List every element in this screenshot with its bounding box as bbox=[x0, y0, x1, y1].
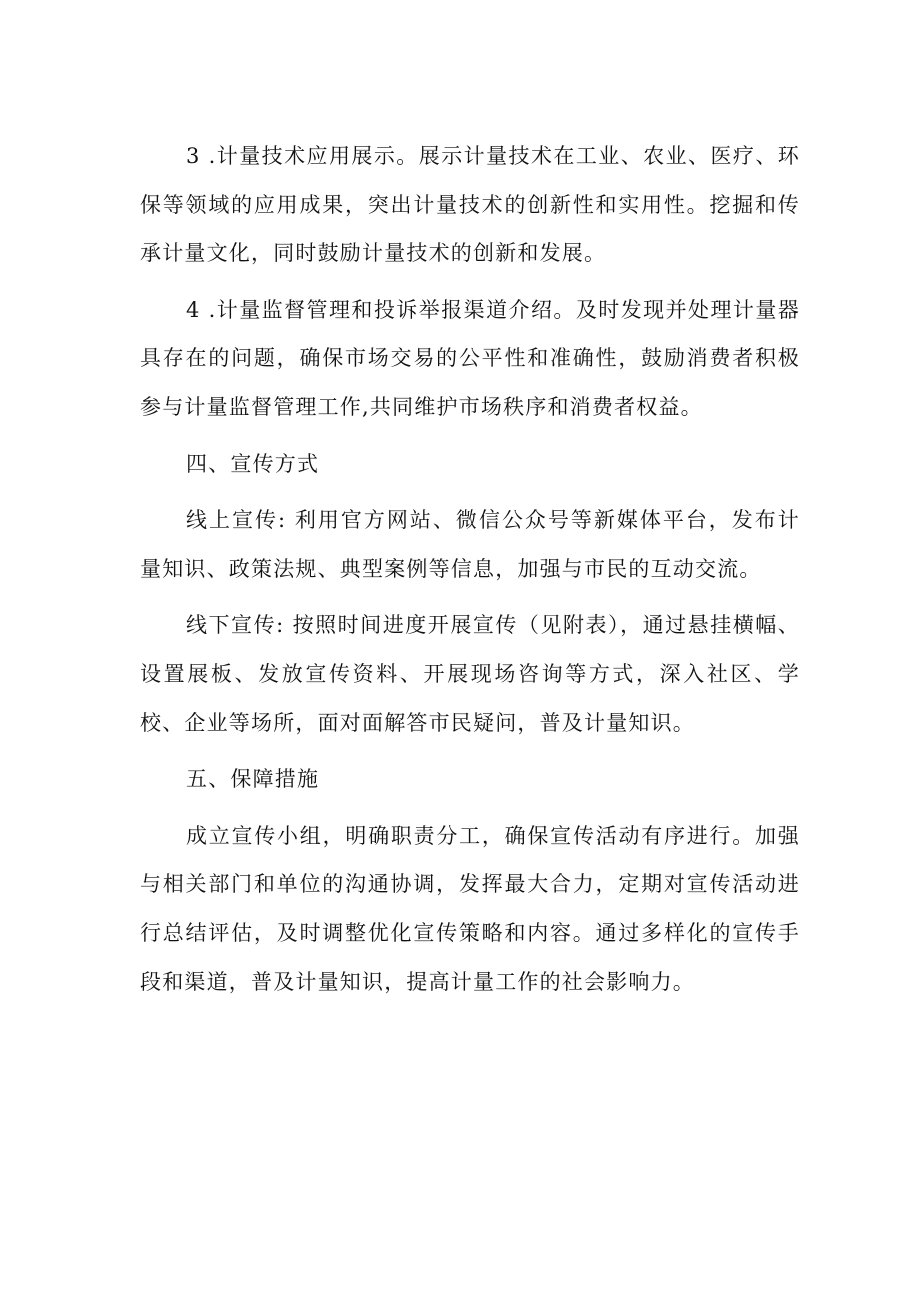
section-heading-publicity-methods: 四、宣传方式 bbox=[186, 451, 320, 476]
paragraph-item-4-supervision-channels: 4 .计量监督管理和投诉举报渠道介绍。及时发现并处理计量器具存在的问题，确保市场交易的公平性和准确性，鼓励消费者积极参与计量监督管理工作,共同维护市场秩序和消费者权益。 bbox=[140, 297, 800, 419]
paragraph-online-publicity: 线上宣传: 利用官方网站、微信公众号等新媒体平台，发布计量知识、政策法规、典型案例等信息，加强与市民的互动交流。 bbox=[140, 508, 800, 581]
document-body bbox=[140, 132, 800, 1014]
paragraph-item-3-tech-showcase: 3 .计量技术应用展示。展示计量技术在工业、农业、医疗、环保等领域的应用成果，突出计量技术的创新性和实用性。挖掘和传承计量文化，同时鼓励计量技术的创新和发展。 bbox=[140, 144, 800, 266]
paragraph-safeguard-measures: 成立宣传小组，明确职责分工，确保宣传活动有序进行。加强与相关部门和单位的沟通协调，发挥最大合力，定期对宣传活动进行总结评估，及时调整优化宣传策略和内容。通过多样化的宣传手段和渠道，普及计量知识，提高计量工作的社会影响力。 bbox=[140, 823, 800, 994]
section-heading-safeguard-measures: 五、保障措施 bbox=[186, 767, 320, 792]
paragraph-offline-publicity: 线下宣传: 按照时间进度开展宣传（见附表），通过悬挂横幅、设置展板、发放宣传资料、开展现场咨询等方式，深入社区、学校、企业等场所，面对面解答市民疑问，普及计量知识。 bbox=[140, 613, 800, 735]
